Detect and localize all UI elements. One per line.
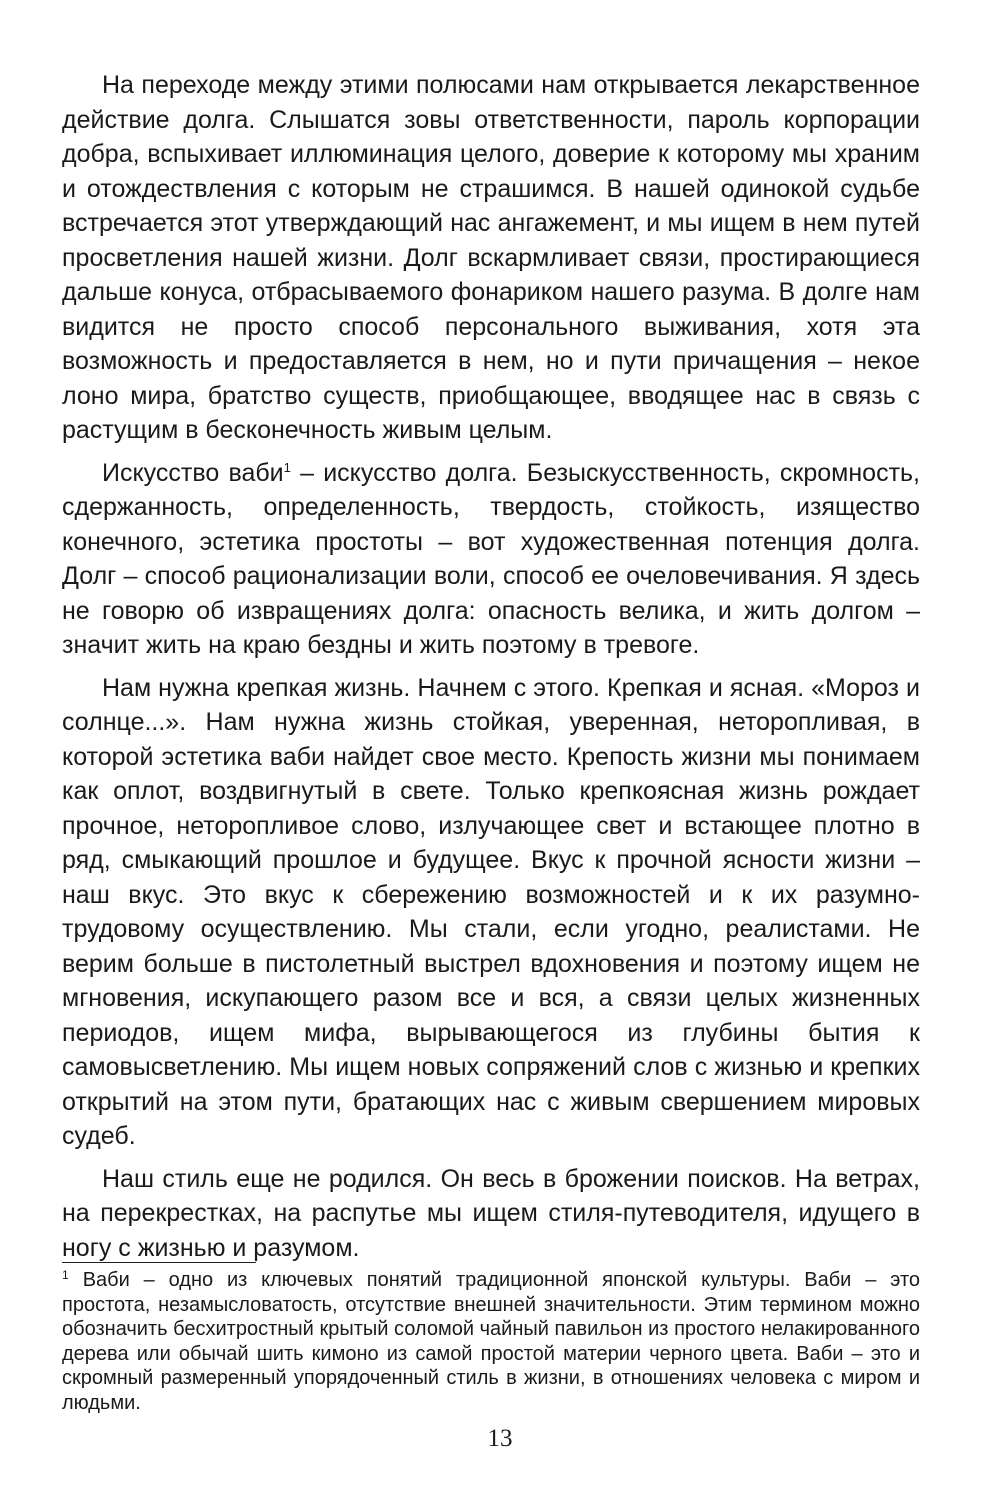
- footnote-divider: [62, 1262, 256, 1263]
- paragraph-style: Наш стиль еще не родился. Он весь в брожении поисков. На ветрах, на перекрестках, на распутье мы ищем стиля-путеводителя, идущего в ногу с жизнью и разумом.: [62, 1164, 920, 1262]
- footnote-reference[interactable]: 1: [283, 459, 291, 475]
- footnote-mark: 1: [62, 1268, 69, 1282]
- paragraph-wabi-text-end: – искусство долга. Безыскусственность, скромность, сдержанность, определенность, твердость, стойкость, изящество конечного, эстетика простоты – вот художественная потенция долга. Долг – способ рационализации воли, способ ее очеловечивания. Я здесь не говорю об извращениях долга: опасность велика, и жить долгом – значит жить на краю бездны и жить поэтому в тревоге.: [62, 458, 920, 659]
- paragraph-wabi-art: [62, 456, 920, 663]
- paragraph-duty: На переходе между этими полюсами нам открывается лекарственное действие долга. Слышатся зовы ответственности, пароль корпорации добра, вспыхивает иллюминация целого, доверие к которому мы храним и отождествления с которым не страшимся. В нашей одинокой судьбе встречается этот утверждающий нас ангажемент, и мы ищем в нем путей просветления нашей жизни. Долг вскармливает связи, простирающиеся дальше конуса, отбрасываемого фонариком нашего разума. В долге нам видится не просто способ персонального выживания, хотя эта возможность и предоставляется в нем, но и пути причащения – некое лоно мира, братство существ, приобщающее, вводящее нас в связь с растущим в бесконечность живым целым.: [62, 71, 920, 444]
- page-number: 13: [487, 1425, 513, 1452]
- page-body: [62, 68, 920, 1273]
- paragraph-strong-life: Нам нужна крепкая жизнь. Начнем с этого. Крепкая и ясная. «Мороз и солнце...». Нам нужна жизнь стойкая, уверенная, неторопливая, в которой эстетика ваби найдет свое место. Крепость жизни мы понимаем как оплот, воздвигнутый в свете. Только крепкоясная жизнь рождает прочное, неторопливое слово, излучающее свет и встающее плотно в ряд, смыкающий прошлое и будущее. Вкус к прочной ясности жизни – наш вкус. Это вкус к сбережению возможностей и к их разумно-трудовому осуществлению. Мы стали, если угодно, реалистами. Не верим больше в пистолетный выстрел вдохновения и поэтому ищем не мгновения, искупающего разом все и вся, а связи целых жизненных периодов, ищем мифа, вырывающегося из глубины бытия к самовысветлению. Мы ищем новых сопряжений слов с жизнью и крепких открытий на этом пути, братающих нас с живым свершением мировых судеб.: [62, 673, 920, 1150]
- footnote-text: Ваби – одно из ключевых понятий традиционной японской культуры. Ваби – это простота, незамысловатость, отсутствие внешней значительности. Этим термином можно обозначить бесхитростный крытый соломой чайный павильон из простого нелакированного дерева или обычай шить кимоно из самой простой материи черного цвета. Ваби – это и скромный размеренный упорядоченный стиль в жизни, в отношениях человека с миром и людьми.: [62, 1269, 920, 1414]
- paragraph-wabi-text-start: Искусство ваби: [102, 458, 284, 487]
- footnote: [62, 1268, 920, 1415]
